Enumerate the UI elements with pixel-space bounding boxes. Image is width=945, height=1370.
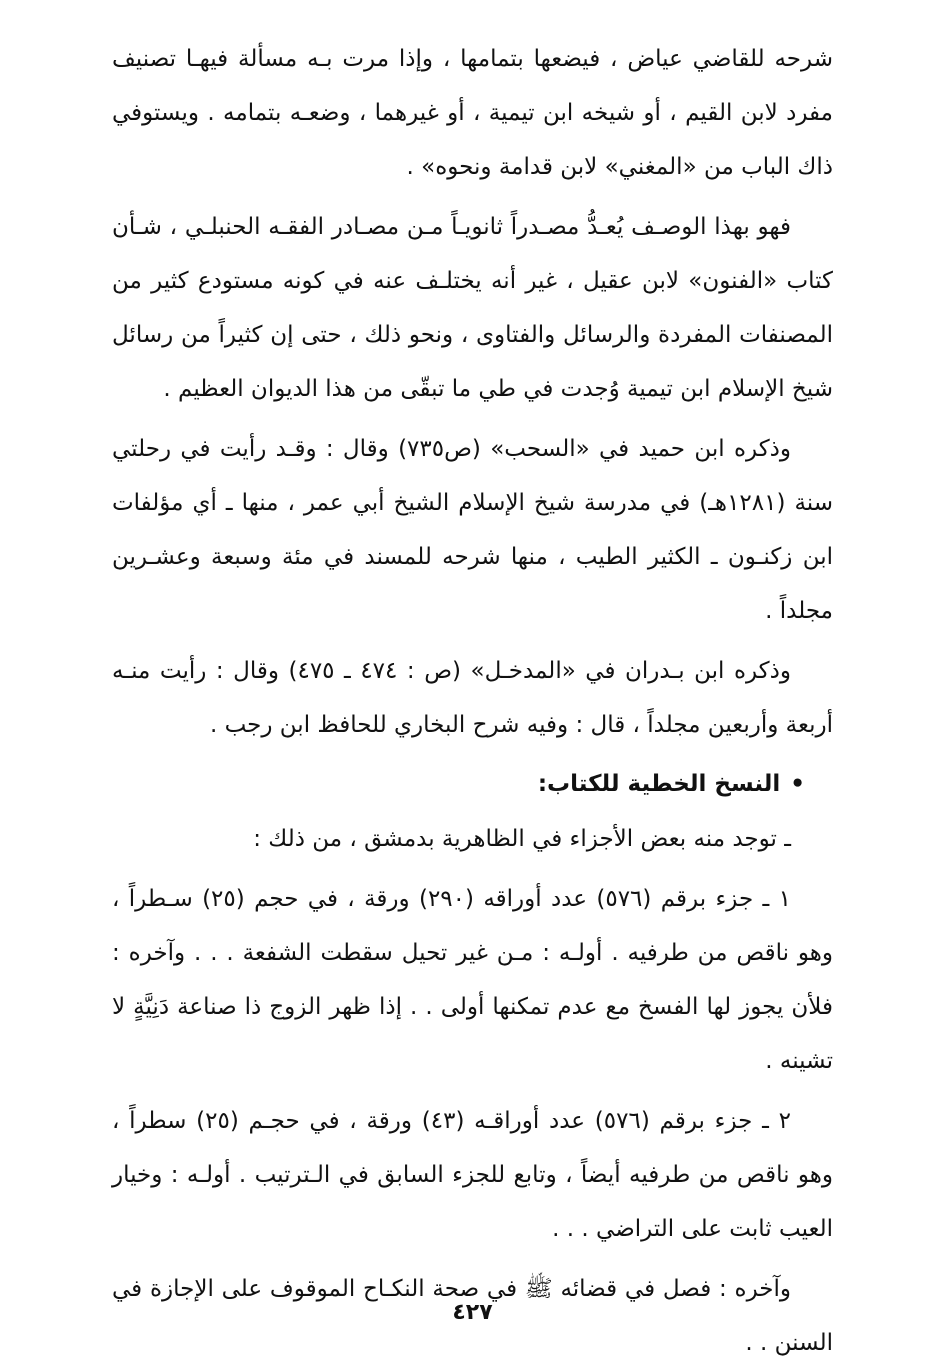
- manuscript-item-2-end: وآخره : فصل في قضائه ﷺ في صحة النكـاح الموقوف على الإجازة في السنن . .: [112, 1276, 833, 1356]
- paragraph-description: فهو بهذا الوصـف يُعـدُّ مصـدراً ثانويـاً مـن مصـادر الفقـه الحنبلـي ، شـأن كتاب «الفنون» لابن عقيل ، غير أنه يختلـف عنه في كونه مستودع كثير من المصنفات المفردة والرسائل والفتاوى ، ونحو ذلك ، حتى إن كثيراً من رسائل شيخ الإسلام ابن تيمية وُجدت في طي ما تبقّى من هذا الديوان العظيم .: [112, 214, 833, 402]
- section-heading-text: النسخ الخطية للكتاب:: [537, 771, 781, 797]
- manuscripts-intro: ـ توجد منه بعض الأجزاء في الظاهرية بدمشق ، من ذلك :: [253, 826, 791, 852]
- section-heading: [112, 758, 833, 810]
- paragraph-ibn-badran: وذكره ابن بـدران في «المدخـل» (ص : ٤٧٤ ـ ٤٧٥) وقال : رأيت منـه أربعة وأربعين مجلداً ، قال : وفيه شرح البخاري للحافظ ابن رجب .: [112, 658, 833, 738]
- manuscript-item-1: ١ ـ جزء برقم (٥٧٦) عدد أوراقه (٢٩٠) ورقة ، في حجم (٢٥) سـطراً ، وهو ناقص من طرفيه . أولـه : مـن غير تحيل سقطت الشفعة . . . وآخره : فلأن يجوز لها الفسخ مع عدم تمكنها أولى . . إذا ظهر الزوج ذا صناعة دَنِيَّةٍ لا تشينه .: [112, 886, 833, 1074]
- manuscript-item-2: ٢ ـ جزء برقم (٥٧٦) عدد أوراقـه (٤٣) ورقة ، في حجـم (٢٥) سطراً ، وهو ناقص من طرفيه أيضاً ، وتابع للجزء السابق في الـترتيب . أولـه : وخيار العيب ثابت على التراضي . . .: [112, 1108, 833, 1242]
- page-number: ٤٢٧: [452, 1300, 493, 1325]
- bullet-icon: •: [790, 771, 805, 797]
- paragraph-ibn-humaid: وذكره ابن حميد في «السحب» (ص٧٣٥) وقال : وقـد رأيت في رحلتي سنة (١٢٨١هـ) في مدرسة شيخ الإسلام الشيخ أبي عمر ، منها ـ أي مؤلفات ابن زكنـون ـ الكثير الطيب ، منها شرحه للمسند في مئة وسبعة وعشـرين مجلداً .: [112, 436, 834, 624]
- paragraph-continuation: شرحه للقاضي عياض ، فيضعها بتمامها ، وإذا مرت بـه مسألة فيهـا تصنيف مفرد لابن القيم ، أو شيخه ابن تيمية ، أو غيرهما ، وضعـه بتمامه . ويستوفي ذاك الباب من «المغني» لابن قدامة ونحوه» .: [112, 46, 833, 180]
